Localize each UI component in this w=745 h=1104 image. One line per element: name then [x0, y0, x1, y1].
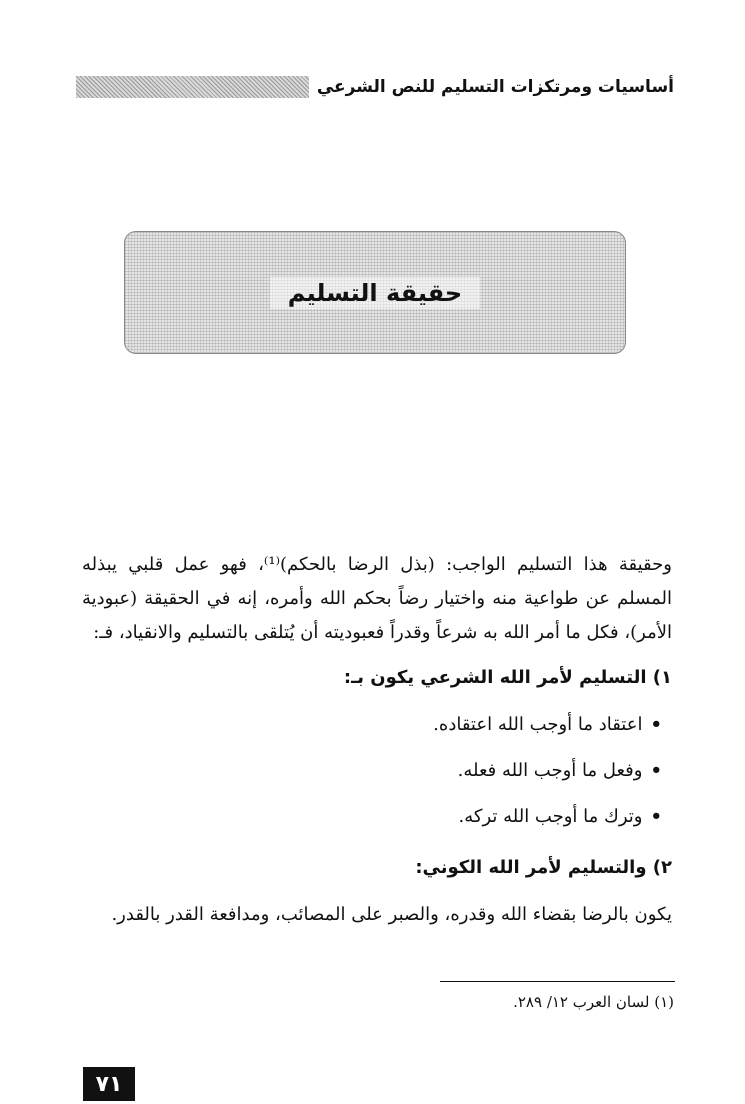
list-item-text: اعتقاد ما أوجب الله اعتقاده. [433, 714, 643, 735]
list-item [82, 702, 662, 748]
bullet-icon: • [650, 760, 662, 781]
footnote: (١) لسان العرب ١٢/ ٢٨٩. [513, 993, 674, 1011]
body-text [82, 548, 672, 932]
footnote-divider [440, 981, 675, 982]
intro-paragraph: وحقيقة هذا التسليم الواجب: (بذل الرضا بالحكم)⁽¹⁾، فهو عمل قلبي يبذله المسلم عن طواعية منه واختيار رضاً بحكم الله وأمره، إنه في الحقيقة (عبودية الأمر)، فكل ما أمر الله به شرعاً وقدراً فعبوديته أن يُتلقى بالتسليم والانقياد، فـ: [82, 554, 672, 643]
list-item-text: وفعل ما أوجب الله فعله. [457, 760, 643, 781]
bullet-list [82, 702, 672, 840]
chapter-title-box [124, 231, 626, 354]
list-item-text: وترك ما أوجب الله تركه. [458, 806, 643, 827]
running-title: أساسيات ومرتكزات التسليم للنص الشرعي [316, 77, 674, 97]
running-header [76, 70, 674, 104]
header-decorative-band [76, 76, 309, 98]
heading-sharia-submission: ١) التسليم لأمر الله الشرعي يكون بـ: [343, 667, 672, 688]
chapter-title: حقيقة التسليم [270, 277, 480, 309]
page-number: ٧١ [83, 1067, 135, 1101]
closing-paragraph: يكون بالرضا بقضاء الله وقدره، والصبر على المصائب، ومدافعة القدر بالقدر. [111, 904, 672, 925]
bullet-icon: • [650, 714, 662, 735]
list-item [82, 748, 662, 794]
heading-cosmic-submission: ٢) والتسليم لأمر الله الكوني: [415, 857, 672, 878]
bullet-icon: • [650, 806, 662, 827]
list-item [82, 794, 662, 840]
